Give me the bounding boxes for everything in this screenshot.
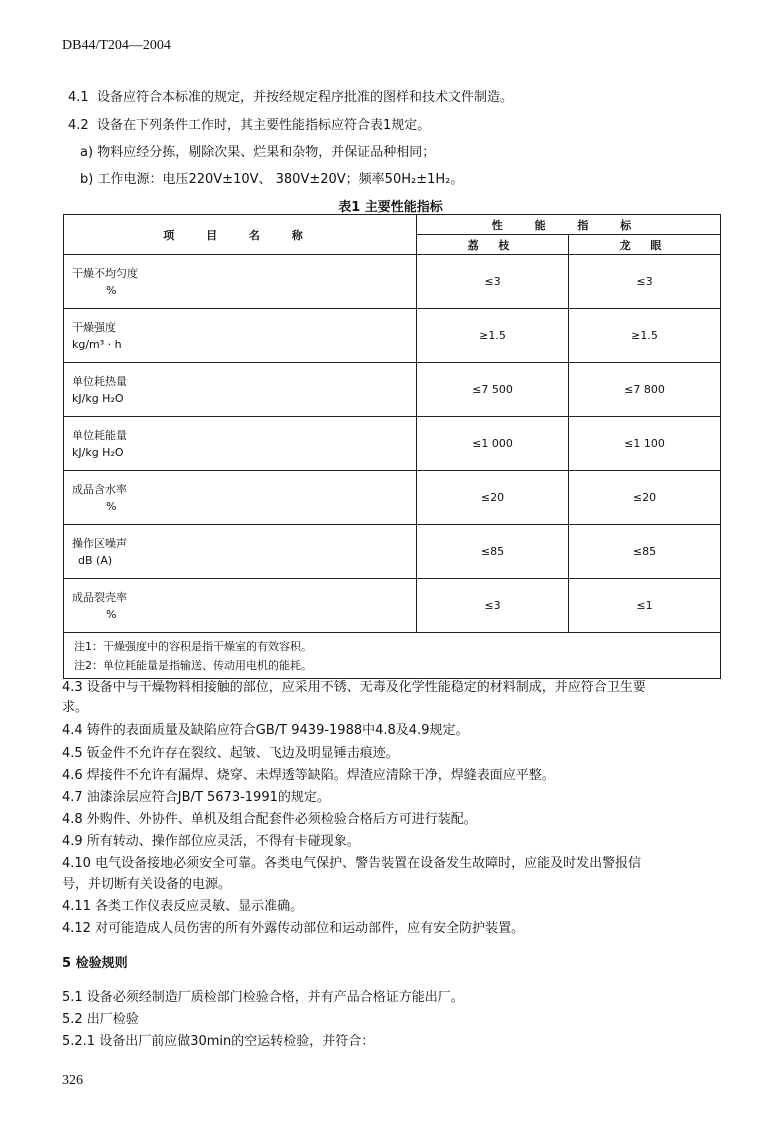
value-longan: ≥1.5 bbox=[569, 309, 721, 363]
value-lychee: ≤20 bbox=[417, 471, 569, 525]
header-item-name: 项 目 名 称 bbox=[64, 215, 417, 255]
clause-5-2-1: 5.2.1 设备出厂前应做30min的空运转检验，并符合： bbox=[62, 1034, 375, 1049]
note-2: 注2：单位耗能量是指输送、传动用电机的能耗。 bbox=[74, 658, 312, 672]
row-name: 成品含水率 bbox=[72, 482, 127, 496]
value-lychee: ≤3 bbox=[417, 579, 569, 633]
header-longan: 龙 眼 bbox=[569, 235, 721, 255]
value-longan: ≤1 bbox=[569, 579, 721, 633]
row-unit: kJ/kg H₂O bbox=[72, 391, 124, 405]
performance-table bbox=[63, 214, 721, 679]
table-row bbox=[64, 255, 721, 309]
clause-4-2 bbox=[68, 117, 430, 135]
list-marker: a) bbox=[80, 145, 94, 160]
table-row bbox=[64, 525, 721, 579]
clause-4-9: 4.9 所有转动、操作部位应灵活，不得有卡碰现象。 bbox=[62, 834, 360, 849]
table-row bbox=[64, 309, 721, 363]
value-longan: ≤3 bbox=[569, 255, 721, 309]
value-lychee: ≤85 bbox=[417, 525, 569, 579]
clause-4-6: 4.6 焊接件不允许有漏焊、烧穿、未焊透等缺陷。焊渣应清除干净，焊缝表面应平整。 bbox=[62, 768, 555, 783]
row-unit: % bbox=[106, 607, 117, 621]
value-lychee: ≤7 500 bbox=[417, 363, 569, 417]
clause-4-7: 4.7 油漆涂层应符合JB/T 5673-1991的规定。 bbox=[62, 790, 330, 805]
value-longan: ≤1 100 bbox=[569, 417, 721, 471]
row-name: 单位耗热量 bbox=[72, 374, 127, 388]
clause-4-4: 4.4 铸件的表面质量及缺陷应符合GB/T 9439-1988中4.8及4.9规定。 bbox=[62, 723, 469, 738]
clause-4-10-line2: 号，并切断有关设备的电源。 bbox=[62, 877, 232, 892]
clause-5-1: 5.1 设备必须经制造厂质检部门检验合格，并有产品合格证方能出厂。 bbox=[62, 990, 464, 1005]
clause-text: 设备在下列条件工作时，其主要性能指标应符合表1规定。 bbox=[96, 118, 431, 133]
list-item-a bbox=[80, 144, 435, 162]
list-text: 工作电源：电压220V±10V、 380V±20V；频率50H₂±1H₂。 bbox=[97, 172, 464, 187]
value-longan: ≤20 bbox=[569, 471, 721, 525]
table-row bbox=[64, 363, 721, 417]
clause-number: 4.1 bbox=[68, 90, 89, 105]
row-unit: kg/m³ · h bbox=[72, 337, 122, 351]
row-unit: % bbox=[106, 283, 117, 297]
list-text: 物料应经分拣，剔除次果、烂果和杂物，并保证品种相同； bbox=[97, 145, 436, 160]
row-name: 操作区噪声 bbox=[72, 536, 127, 550]
clause-5-2: 5.2 出厂检验 bbox=[62, 1012, 139, 1027]
row-name: 干燥强度 bbox=[72, 320, 116, 334]
row-name: 成品裂壳率 bbox=[72, 590, 127, 604]
value-longan: ≤7 800 bbox=[569, 363, 721, 417]
clause-4-5: 4.5 钣金件不允许存在裂纹、起皱、飞边及明显锤击痕迹。 bbox=[62, 746, 399, 761]
list-marker: b) bbox=[80, 172, 94, 187]
clause-4-12: 4.12 对可能造成人员伤害的所有外露传动部位和运动部件，应有安全防护装置。 bbox=[62, 921, 525, 936]
clause-4-10-line1: 4.10 电气设备接地必须安全可靠。各类电气保护、警告装置在设备发生故障时，应能及时发出警报信 bbox=[62, 856, 642, 871]
clause-number: 4.2 bbox=[68, 118, 89, 133]
value-longan: ≤85 bbox=[569, 525, 721, 579]
row-unit: % bbox=[106, 499, 117, 513]
header-lychee: 荔 枝 bbox=[417, 235, 569, 255]
table-notes bbox=[64, 633, 721, 679]
table-row bbox=[64, 417, 721, 471]
document-header: DB44/T204—2004 bbox=[62, 38, 171, 53]
row-unit: kJ/kg H₂O bbox=[72, 445, 124, 459]
clause-4-8: 4.8 外购件、外协件、单机及组合配套件必须检验合格后方可进行装配。 bbox=[62, 812, 477, 827]
row-name: 干燥不均匀度 bbox=[72, 266, 138, 280]
row-unit: dB (A) bbox=[78, 553, 113, 567]
page-number: 326 bbox=[62, 1073, 83, 1088]
value-lychee: ≥1.5 bbox=[417, 309, 569, 363]
list-item-b bbox=[80, 171, 463, 189]
row-name: 单位耗能量 bbox=[72, 428, 127, 442]
clause-4-3-line1: 4.3 设备中与干燥物料相接触的部位，应采用不锈、无毒及化学性能稳定的材料制成，并应符合卫生要 bbox=[62, 680, 646, 695]
value-lychee: ≤1 000 bbox=[417, 417, 569, 471]
note-1: 注1：干燥强度中的容积是指干燥室的有效容积。 bbox=[74, 639, 312, 653]
clause-4-1 bbox=[68, 89, 513, 107]
header-performance: 性 能 指 标 bbox=[417, 215, 721, 235]
table-caption: 表1 主要性能指标 bbox=[338, 200, 443, 215]
table-row bbox=[64, 471, 721, 525]
clause-4-3-line2: 求。 bbox=[62, 700, 89, 715]
clause-4-11: 4.11 各类工作仪表反应灵敏、显示准确。 bbox=[62, 899, 304, 914]
table-row bbox=[64, 579, 721, 633]
clause-text: 设备应符合本标准的规定，并按经规定程序批准的图样和技术文件制造。 bbox=[96, 90, 513, 105]
section-5-heading: 5 检验规则 bbox=[62, 956, 128, 971]
value-lychee: ≤3 bbox=[417, 255, 569, 309]
